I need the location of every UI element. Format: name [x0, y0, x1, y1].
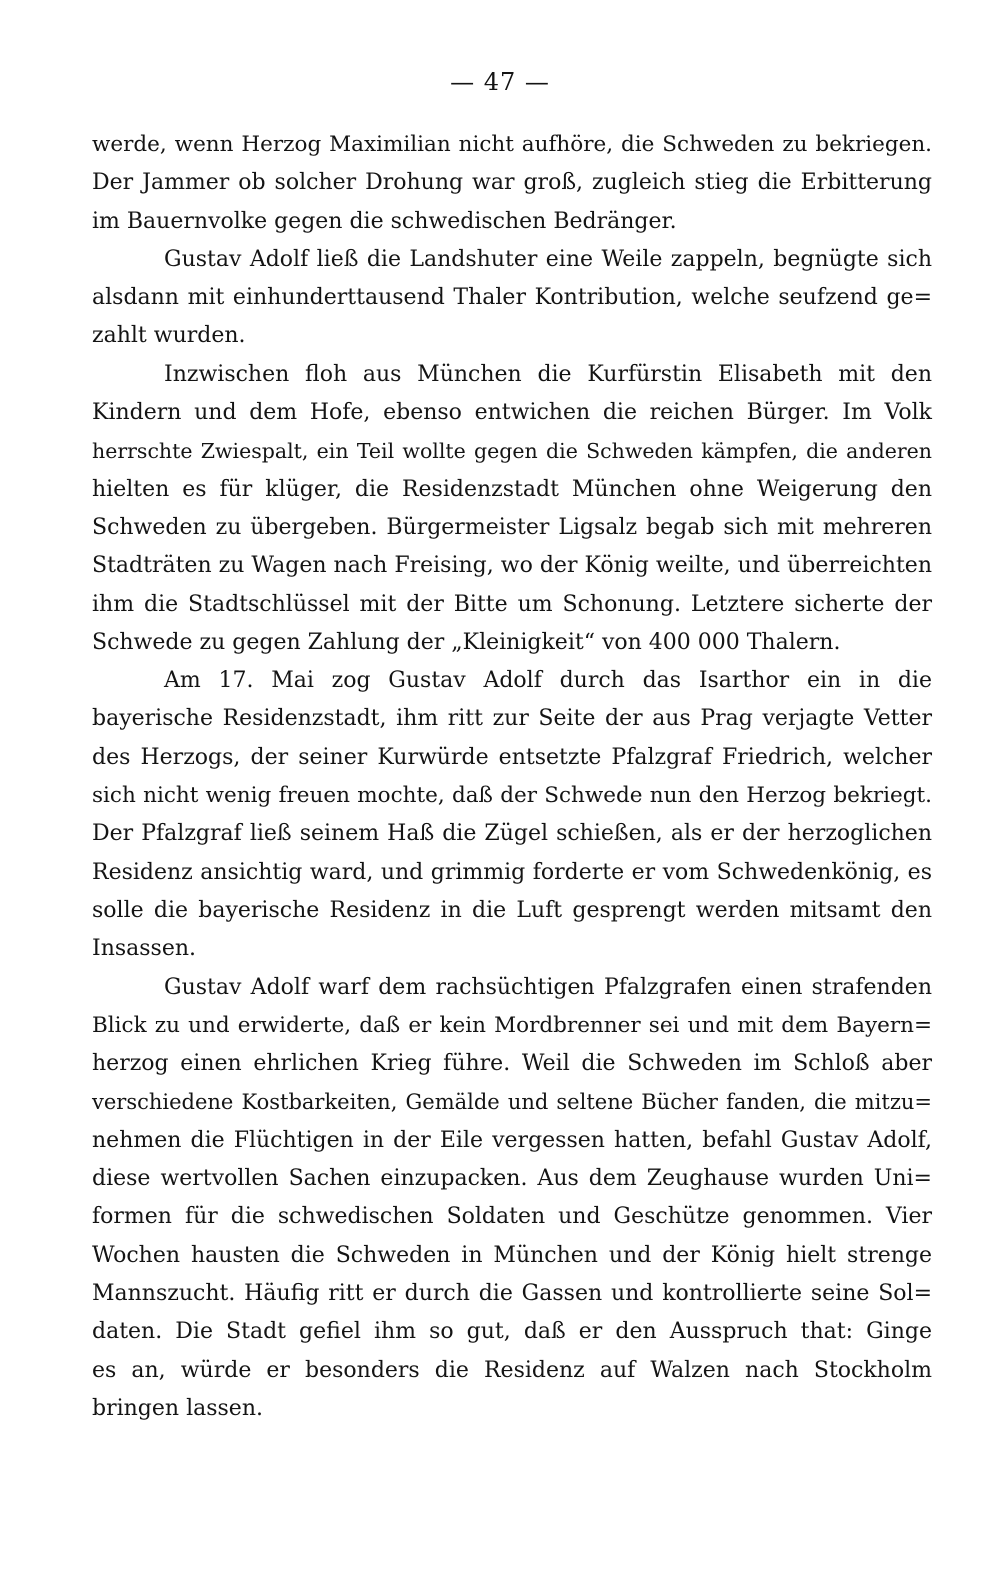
text-line: Mannszucht. Häufig ritt er durch die Gassen und kontrollierte seine Sol=: [92, 1280, 932, 1306]
text-line: hielten es für klüger, die Residenzstadt München ohne Weigerung den: [92, 476, 932, 502]
text-line: verschiedene Kostbarkeiten, Gemälde und seltene Bücher fanden, die mitzu=: [92, 1090, 932, 1115]
text-line: bayerische Residenzstadt, ihm ritt zur Seite der aus Prag verjagte Vetter: [92, 706, 932, 732]
text-line: werde, wenn Herzog Maximilian nicht aufhöre, die Schweden zu bekriegen.: [92, 132, 932, 157]
text-line: im Bauernvolke gegen die schwedischen Bedränger.: [92, 208, 677, 234]
paragraph-first-line: Inzwischen floh aus München die Kurfürstin Elisabeth mit den: [164, 361, 932, 387]
text-line: herrschte Zwiespalt, ein Teil wollte gegen die Schweden kämpfen, die anderen: [92, 439, 932, 464]
text-line: Insassen.: [92, 936, 197, 962]
text-line: daten. Die Stadt gefiel ihm so gut, daß er den Ausspruch that: Ginge: [92, 1319, 932, 1345]
body-text: [92, 126, 932, 1428]
text-line: Stadträten zu Wagen nach Freising, wo der König weilte, und überreichten: [92, 553, 932, 579]
text-line: ihm die Stadtschlüssel mit der Bitte um Schonung. Letztere sicherte der: [92, 591, 932, 617]
text-line: alsdann mit einhunderttausend Thaler Kontribution, welche seufzend ge=: [92, 285, 932, 311]
paragraph-first-line: Gustav Adolf warf dem rachsüchtigen Pfalzgrafen einen strafenden: [164, 974, 932, 1000]
text-line: herzog einen ehrlichen Krieg führe. Weil die Schweden im Schloß aber: [92, 1051, 932, 1077]
text-line: diese wertvollen Sachen einzupacken. Aus dem Zeughause wurden Uni=: [92, 1166, 932, 1192]
text-line: es an, würde er besonders die Residenz auf Walzen nach Stockholm: [92, 1357, 932, 1383]
paragraph-first-line: Am 17. Mai zog Gustav Adolf durch das Isarthor ein in die: [164, 668, 932, 694]
text-line: bringen lassen.: [92, 1395, 263, 1421]
text-line: Der Jammer ob solcher Drohung war groß, zugleich stieg die Erbitterung: [92, 170, 932, 196]
text-line: Der Pfalzgraf ließ seinem Haß die Zügel schießen, als er der herzoglichen: [92, 821, 932, 847]
text-line: des Herzogs, der seiner Kurwürde entsetzte Pfalzgraf Friedrich, welcher: [92, 744, 932, 770]
text-line: zahlt wurden.: [92, 323, 246, 349]
page-number: — 47 —: [450, 68, 550, 96]
text-line: Kindern und dem Hofe, ebenso entwichen die reichen Bürger. Im Volk: [92, 400, 932, 426]
text-line: Schweden zu übergeben. Bürgermeister Ligsalz begab sich mit mehreren: [92, 514, 932, 540]
text-line: nehmen die Flüchtigen in der Eile vergessen hatten, befahl Gustav Adolf,: [92, 1127, 932, 1153]
text-line: formen für die schwedischen Soldaten und Geschütze genommen. Vier: [92, 1204, 932, 1230]
text-line: Blick zu und erwiderte, daß er kein Mordbrenner sei und mit dem Bayern=: [92, 1012, 932, 1038]
text-line: Schwede zu gegen Zahlung der „Kleinigkeit“ von 400 000 Thalern.: [92, 629, 841, 655]
paragraph-first-line: Gustav Adolf ließ die Landshuter eine Weile zappeln, begnügte sich: [164, 246, 932, 272]
text-line: sich nicht wenig freuen mochte, daß der Schwede nun den Herzog bekriegt.: [92, 783, 932, 809]
text-line: solle die bayerische Residenz in die Luft gesprengt werden mitsamt den: [92, 897, 932, 923]
text-line: Wochen hausten die Schweden in München und der König hielt strenge: [92, 1242, 932, 1268]
text-line: Residenz ansichtig ward, und grimmig forderte er vom Schwedenkönig, es: [92, 859, 932, 885]
